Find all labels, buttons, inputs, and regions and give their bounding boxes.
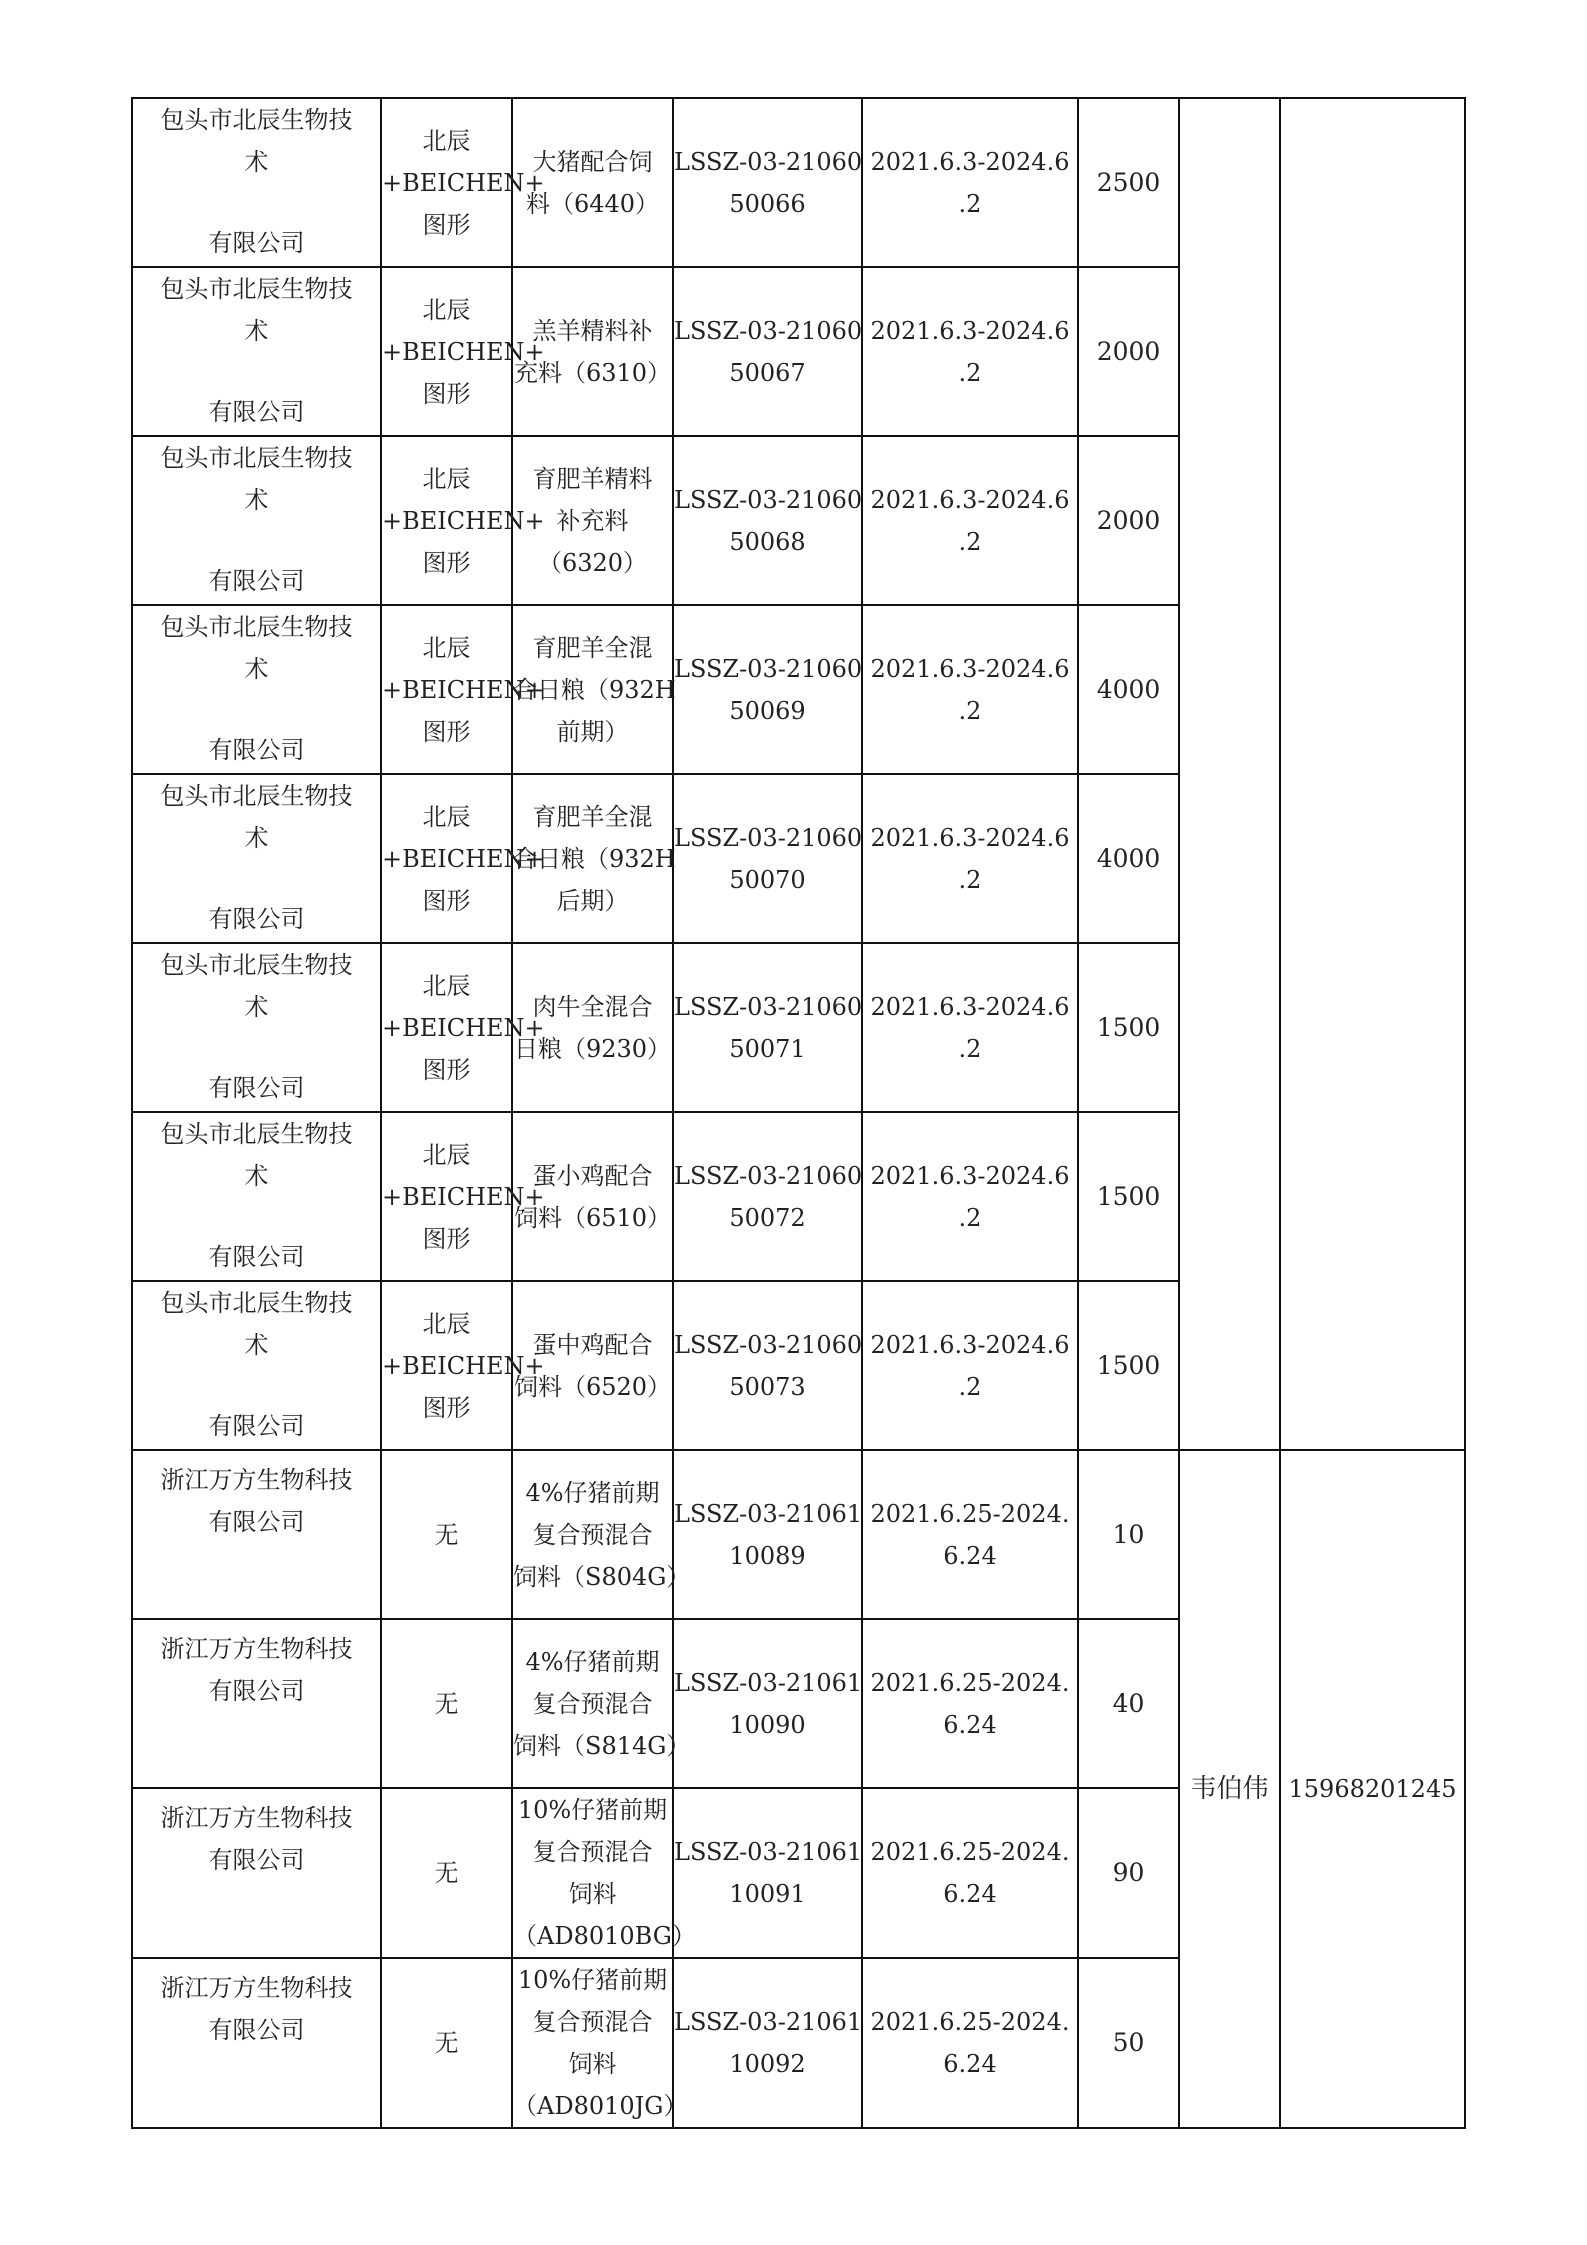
product-name-line: 前期）	[556, 717, 629, 746]
product-name-cell	[512, 605, 676, 774]
product-name-line: 饲料	[568, 1880, 617, 1908]
company-cell	[132, 943, 381, 1112]
company-name	[133, 1282, 380, 1447]
registration-number-line: LSSZ-03-21060	[674, 992, 863, 1021]
brand-line: +BEICHEN+	[382, 337, 545, 366]
company-name	[133, 437, 380, 602]
brand-line: 无	[434, 2029, 459, 2057]
quantity-cell: 50	[1078, 1958, 1179, 2128]
validity-period-cell	[862, 1281, 1078, 1450]
product-name-line: 饲料	[568, 2050, 617, 2078]
brand-cell	[381, 1112, 545, 1281]
registration-number-cell	[673, 1619, 862, 1788]
phone-number-cell: 15968201245	[1280, 1450, 1465, 2128]
registration-number-line: LSSZ-03-21061	[674, 1668, 863, 1697]
company-cell	[132, 1788, 381, 1958]
brand-cell	[381, 943, 545, 1112]
product-name-line: 育肥羊全混	[532, 802, 653, 831]
validity-period-line: .2	[958, 1034, 982, 1063]
brand-line: +BEICHEN+	[382, 675, 545, 704]
brand-line: 图形	[422, 210, 471, 239]
brand-line: 北辰	[422, 971, 471, 1000]
registration-number-line: LSSZ-03-21061	[674, 1838, 863, 1866]
brand-line: 北辰	[422, 802, 471, 831]
company-name-line: 浙江万方生物科技	[160, 1635, 353, 1663]
product-name-line: 10%仔猪前期	[517, 1966, 668, 1994]
quantity-cell: 90	[1078, 1788, 1179, 1958]
validity-period-cell	[862, 1619, 1078, 1788]
quantity-cell: 1500	[1078, 1112, 1179, 1281]
validity-period-line: .2	[958, 696, 982, 725]
product-name-line: （6320）	[537, 548, 648, 577]
registration-number-cell	[673, 1450, 862, 1619]
validity-period-cell	[862, 267, 1078, 436]
product-name-line: 10%仔猪前期	[517, 1796, 668, 1824]
brand-line: +BEICHEN+	[382, 506, 545, 535]
company-name	[133, 1451, 380, 1616]
product-name-line: （AD8010BG）	[513, 1922, 696, 1950]
contact-cell-empty	[1179, 98, 1280, 1450]
product-name-line: 充料（6310）	[513, 358, 672, 387]
registration-number-cell	[673, 605, 862, 774]
brand-line: 无	[434, 1520, 459, 1549]
company-name-line: 有限公司	[208, 1508, 305, 1536]
company-name-line: 有限公司	[208, 229, 305, 257]
company-name-gap	[133, 1028, 380, 1067]
validity-period-line: 2021.6.3-2024.6	[870, 1161, 1070, 1190]
brand-line: +BEICHEN+	[382, 168, 545, 197]
product-name-line: 合日粮（932H	[513, 675, 676, 704]
company-name-line: 有限公司	[208, 2016, 305, 2044]
registration-number-cell	[673, 1788, 862, 1958]
company-name-line: 术	[244, 148, 269, 176]
company-cell	[132, 605, 381, 774]
product-name-line: 4%仔猪前期	[525, 1647, 660, 1676]
brand-line: 图形	[422, 1224, 471, 1253]
brand-cell	[381, 98, 545, 267]
company-cell	[132, 774, 381, 943]
quantity-cell: 2000	[1078, 436, 1179, 605]
company-name-line: 术	[244, 1331, 269, 1359]
brand-line: 北辰	[422, 633, 471, 662]
company-name-gap	[133, 183, 380, 222]
validity-period-line: 2021.6.25-2024.	[870, 1668, 1070, 1697]
validity-period-line: 2021.6.3-2024.6	[870, 1330, 1070, 1359]
registration-number-cell	[673, 1958, 862, 2128]
brand-line: 图形	[422, 1055, 471, 1084]
registration-number-line: 10089	[729, 1541, 806, 1570]
product-name-line: 后期）	[556, 886, 629, 915]
quantity-cell: 4000	[1078, 605, 1179, 774]
brand-cell	[381, 1450, 512, 1619]
company-name-gap	[133, 1197, 380, 1236]
product-name-line: 料（6440）	[525, 189, 660, 218]
product-name-cell	[512, 1788, 696, 1958]
registration-number-line: LSSZ-03-21060	[674, 1161, 863, 1190]
company-cell	[132, 1619, 381, 1788]
company-name-line: 包头市北辰生物技	[160, 613, 353, 641]
company-cell	[132, 267, 381, 436]
product-name-line: 补充料	[556, 506, 629, 535]
registration-number-cell	[673, 436, 862, 605]
validity-period-line: .2	[958, 189, 982, 218]
company-name-gap	[133, 521, 380, 560]
company-name-line: 有限公司	[208, 736, 305, 764]
validity-period-line: .2	[958, 358, 982, 387]
product-name-line: 育肥羊全混	[532, 633, 653, 662]
validity-period-cell	[862, 436, 1078, 605]
brand-line: 图形	[422, 717, 471, 746]
registration-number-cell	[673, 943, 862, 1112]
validity-period-cell	[862, 1112, 1078, 1281]
quantity-cell: 2500	[1078, 98, 1179, 267]
product-name-line: 4%仔猪前期	[525, 1478, 660, 1507]
validity-period-cell	[862, 98, 1078, 267]
registration-number-line: LSSZ-03-21060	[674, 1330, 863, 1359]
product-name-line: （AD8010JG）	[513, 2092, 688, 2120]
registration-number-line: LSSZ-03-21060	[674, 147, 863, 176]
company-name-line: 有限公司	[208, 1677, 305, 1705]
product-name-line: 蛋小鸡配合	[532, 1161, 653, 1190]
quantity-cell: 1500	[1078, 943, 1179, 1112]
validity-period-cell	[862, 1788, 1078, 1958]
validity-period-line: .2	[958, 527, 982, 556]
brand-cell	[381, 1281, 545, 1450]
registration-number-line: 10090	[729, 1710, 806, 1739]
validity-period-line: 6.24	[943, 1541, 997, 1570]
brand-line: 北辰	[422, 1140, 471, 1169]
company-name-gap	[133, 1366, 380, 1405]
company-cell	[132, 1112, 381, 1281]
company-name	[133, 1959, 380, 2124]
company-name	[133, 268, 380, 433]
brand-line: 图形	[422, 1393, 471, 1422]
registration-number-line: LSSZ-03-21061	[674, 1499, 863, 1528]
company-name-line: 包头市北辰生物技	[160, 1120, 353, 1148]
product-name-line: 饲料（6520）	[513, 1372, 672, 1401]
brand-line: +BEICHEN+	[382, 844, 545, 873]
brand-line: 图形	[422, 548, 471, 577]
brand-line: 图形	[422, 379, 471, 408]
registration-number-line: LSSZ-03-21061	[674, 2008, 863, 2036]
company-name-line: 术	[244, 824, 269, 852]
brand-cell	[381, 1619, 512, 1788]
brand-line: +BEICHEN+	[382, 1013, 545, 1042]
registration-number-line: 50068	[729, 527, 806, 556]
company-name-line: 有限公司	[208, 1074, 305, 1102]
company-name-line: 浙江万方生物科技	[160, 1466, 353, 1494]
product-name-line: 饲料（S804G）	[513, 1562, 691, 1591]
product-name-line: 日粮（9230）	[513, 1034, 672, 1063]
quantity-cell: 2000	[1078, 267, 1179, 436]
company-name-line: 有限公司	[208, 567, 305, 595]
validity-period-line: 2021.6.25-2024.	[870, 2008, 1070, 2036]
company-name	[133, 1113, 380, 1278]
registration-number-line: LSSZ-03-21060	[674, 654, 863, 683]
registration-table-page	[131, 97, 1466, 2129]
brand-line: +BEICHEN+	[382, 1351, 545, 1380]
validity-period-cell	[862, 1450, 1078, 1619]
company-name-line: 包头市北辰生物技	[160, 1289, 353, 1317]
company-name-line: 包头市北辰生物技	[160, 275, 353, 303]
registration-number-line: 10091	[729, 1880, 806, 1908]
quantity-cell: 1500	[1078, 1281, 1179, 1450]
registration-number-cell	[673, 267, 862, 436]
validity-period-line: 2021.6.3-2024.6	[870, 823, 1070, 852]
company-name-line: 有限公司	[208, 1846, 305, 1874]
brand-line: 北辰	[422, 464, 471, 493]
brand-cell	[381, 1958, 512, 2128]
product-name-cell	[512, 1958, 688, 2128]
product-name-cell	[512, 1619, 691, 1788]
company-name-line: 术	[244, 486, 269, 514]
validity-period-line: .2	[958, 1372, 982, 1401]
company-name-line: 有限公司	[208, 1243, 305, 1271]
validity-period-cell	[862, 774, 1078, 943]
registration-number-line: 50073	[729, 1372, 806, 1401]
table-row	[132, 1450, 1465, 1619]
brand-cell	[381, 1788, 512, 1958]
product-name-cell	[512, 1450, 691, 1619]
product-name-line: 复合预混合	[532, 1520, 653, 1549]
company-name	[133, 606, 380, 771]
company-name-line: 术	[244, 655, 269, 683]
validity-period-line: 2021.6.3-2024.6	[870, 147, 1070, 176]
company-name-gap	[133, 690, 380, 729]
product-name-line: 育肥羊精料	[532, 464, 653, 493]
product-name-line: 大猪配合饲	[532, 147, 653, 176]
validity-period-cell	[862, 943, 1078, 1112]
company-name	[133, 775, 380, 940]
registration-number-line: LSSZ-03-21060	[674, 485, 863, 514]
brand-line: 无	[434, 1859, 459, 1887]
company-name-gap	[133, 352, 380, 391]
validity-period-line: 2021.6.25-2024.	[870, 1838, 1070, 1866]
product-name-cell	[512, 1281, 673, 1450]
product-name-line: 蛋中鸡配合	[532, 1330, 653, 1359]
product-name-line: 肉牛全混合	[532, 992, 653, 1021]
brand-line: 北辰	[422, 126, 471, 155]
registration-number-line: 50066	[729, 189, 806, 218]
company-name-line: 有限公司	[208, 1412, 305, 1440]
brand-cell	[381, 267, 545, 436]
company-name-line: 术	[244, 993, 269, 1021]
product-name-cell	[512, 98, 673, 267]
contact-person-cell: 韦伯伟	[1179, 1450, 1280, 2128]
company-name-line: 浙江万方生物科技	[160, 1804, 353, 1832]
product-name-line: 饲料（S814G）	[513, 1731, 691, 1760]
registration-number-cell	[673, 98, 862, 267]
company-name-line: 术	[244, 1162, 269, 1190]
company-cell	[132, 1450, 381, 1619]
validity-period-line: 6.24	[943, 1710, 997, 1739]
brand-line: 图形	[422, 886, 471, 915]
brand-cell	[381, 436, 545, 605]
company-name	[133, 944, 380, 1109]
company-name	[133, 1620, 380, 1785]
company-cell	[132, 1281, 381, 1450]
validity-period-line: 6.24	[943, 2050, 997, 2078]
quantity-cell: 40	[1078, 1619, 1179, 1788]
validity-period-line: 2021.6.25-2024.	[870, 1499, 1070, 1528]
company-name-line: 包头市北辰生物技	[160, 782, 353, 810]
validity-period-line: 6.24	[943, 1880, 997, 1908]
brand-line: 无	[434, 1689, 459, 1718]
registration-number-cell	[673, 1281, 862, 1450]
validity-period-line: 2021.6.3-2024.6	[870, 992, 1070, 1021]
company-cell	[132, 436, 381, 605]
phone-cell-empty	[1280, 98, 1465, 1450]
registration-number-line: 50070	[729, 865, 806, 894]
company-name-line: 浙江万方生物科技	[160, 1974, 353, 2002]
validity-period-line: .2	[958, 865, 982, 894]
product-name-cell	[512, 943, 673, 1112]
feed-registration-table	[131, 97, 1466, 2129]
registration-number-line: LSSZ-03-21060	[674, 823, 863, 852]
validity-period-cell	[862, 605, 1078, 774]
company-name-line: 包头市北辰生物技	[160, 951, 353, 979]
validity-period-line: 2021.6.3-2024.6	[870, 485, 1070, 514]
product-name-line: 合日粮（932H	[513, 844, 676, 873]
product-name-cell	[512, 1112, 673, 1281]
quantity-cell: 4000	[1078, 774, 1179, 943]
validity-period-cell	[862, 1958, 1078, 2128]
validity-period-line: 2021.6.3-2024.6	[870, 316, 1070, 345]
product-name-line: 复合预混合	[532, 1838, 653, 1866]
brand-cell	[381, 605, 545, 774]
company-cell	[132, 98, 381, 267]
company-name-line: 有限公司	[208, 398, 305, 426]
registration-number-cell	[673, 1112, 862, 1281]
company-name-gap	[133, 859, 380, 898]
product-name-line: 饲料（6510）	[513, 1203, 672, 1232]
company-name-line: 术	[244, 317, 269, 345]
registration-number-line: LSSZ-03-21060	[674, 316, 863, 345]
registration-number-line: 50069	[729, 696, 806, 725]
company-name-line: 包头市北辰生物技	[160, 106, 353, 134]
validity-period-line: 2021.6.3-2024.6	[870, 654, 1070, 683]
company-name	[133, 99, 380, 264]
quantity-cell: 10	[1078, 1450, 1179, 1619]
product-name-line: 复合预混合	[532, 2008, 653, 2036]
product-name-cell	[512, 267, 673, 436]
brand-line: +BEICHEN+	[382, 1182, 545, 1211]
table-row	[132, 98, 1465, 267]
company-name-line: 有限公司	[208, 905, 305, 933]
brand-line: 北辰	[422, 295, 471, 324]
product-name-line: 羔羊精料补	[532, 316, 653, 345]
registration-number-line: 50067	[729, 358, 806, 387]
registration-number-line: 10092	[729, 2050, 806, 2078]
registration-number-line: 50071	[729, 1034, 806, 1063]
product-name-line: 复合预混合	[532, 1689, 653, 1718]
validity-period-line: .2	[958, 1203, 982, 1232]
registration-number-cell	[673, 774, 862, 943]
company-cell	[132, 1958, 381, 2128]
company-name	[133, 1789, 380, 1954]
brand-cell	[381, 774, 545, 943]
brand-line: 北辰	[422, 1309, 471, 1338]
product-name-cell	[512, 774, 676, 943]
company-name-line: 包头市北辰生物技	[160, 444, 353, 472]
registration-number-line: 50072	[729, 1203, 806, 1232]
